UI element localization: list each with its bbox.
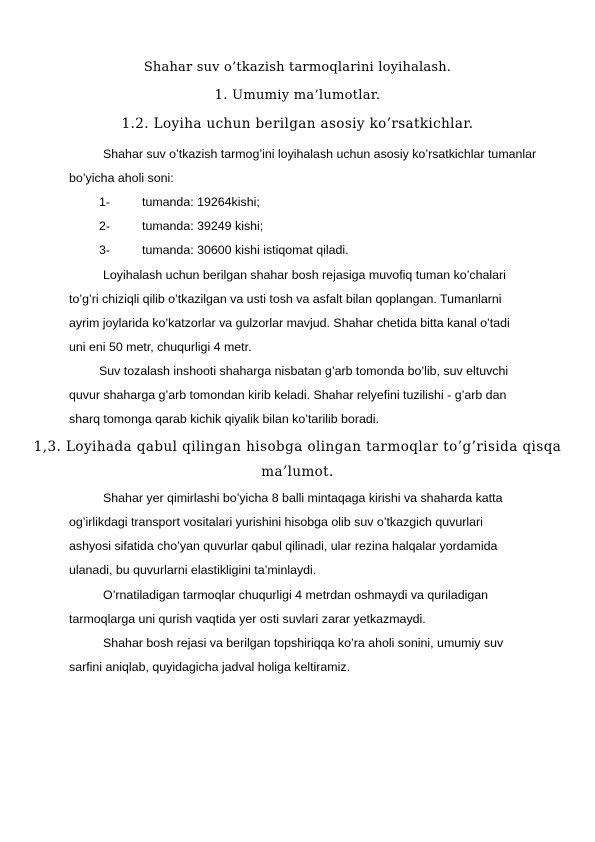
paragraph-4-line-3: ashyosi sifatida cho’yan quvurlar qabul qilinadi, ular rezina halqalar yordamida: [69, 539, 498, 553]
section-heading-networks-cont: ma’lumot.: [261, 464, 334, 480]
paragraph-4-line-4: ulanadi, bu quvurlarni elastikligini ta’minlaydi.: [69, 563, 317, 577]
paragraph-3-line-3: sharq tomonga qarab kichik qiyalik bilan ko’tarilib boradi.: [69, 412, 379, 426]
paragraph-5-line-2: tarmoqlarga uni qurish vaqtida yer osti suvlari zarar yetkazmaydi.: [69, 612, 426, 626]
paragraph-1-line-2: bo’yicha aholi soni:: [69, 171, 174, 185]
paragraph-6-line-1: Shahar bosh rejasi va berilgan topshiriqqa ko’ra aholi sonini, umumiy suv: [103, 636, 504, 650]
list-item-text: tumanda: 30600 kishi istiqomat qiladi.: [142, 243, 349, 257]
list-item-number: 2-: [99, 219, 111, 233]
paragraph-5-line-1: O’rnatiladigan tarmoqlar chuqurligi 4 metrdan oshmaydi va quriladigan: [103, 588, 489, 602]
paragraph-6-line-2: sarfini aniqlab, quyidagicha jadval holiga keltiramiz.: [69, 660, 351, 674]
list-item-text: tumanda: 19264kishi;: [142, 195, 260, 209]
paragraph-2-line-4: uni eni 50 metr, chuqurligi 4 metr.: [69, 340, 252, 354]
paragraph-2-line-2: to’g’ri chiziqli qilib o’tkazilgan va usti tosh va asfalt bilan qoplangan. Tumanlarni: [69, 292, 502, 306]
paragraph-4-line-1: Shahar yer qimirlashi bo’yicha 8 balli mintaqaga kirishi va shaharda katta: [103, 491, 503, 505]
paragraph-2-line-1: Loyihalash uchun berilgan shahar bosh rejasiga muvofiq tuman ko’chalari: [103, 268, 506, 282]
paragraph-1-line-1: Shahar suv o’tkazish tarmog’ini loyihalash uchun asosiy ko’rsatkichlar tumanlar: [103, 147, 537, 161]
section-heading-indicators: 1.2. Loyiha uchun berilgan asosiy ko’rsatkichlar.: [121, 116, 474, 132]
paragraph-2-line-3: ayrim joylarida ko’katzorlar va gulzorlar mavjud. Shahar chetida bitta kanal o’tadi: [69, 316, 510, 330]
document-title: Shahar suv o’tkazish tarmoqlarini loyihalash.: [143, 60, 452, 75]
list-item-number: 3-: [99, 243, 111, 257]
paragraph-3-line-1: Suv tozalash inshooti shaharga nisbatan g’arb tomonda bo’lib, suv eltuvchi: [99, 364, 509, 378]
paragraph-4-line-2: og’irlikdagi transport vositalari yurishini hisobga olib suv o’tkazgich quvurlari: [69, 515, 483, 529]
list-item-number: 1-: [99, 195, 111, 209]
section-heading-general: 1. Umumiy ma’lumotlar.: [214, 88, 381, 103]
section-heading-networks: 1,3. Loyihada qabul qilingan hisobga olingan tarmoqlar to’g’risida qisqa: [33, 439, 562, 455]
paragraph-3-line-2: quvur shaharga g’arb tomondan kirib keladi. Shahar relyefini tuzilishi - g’arb dan: [69, 388, 507, 402]
list-item-text: tumanda: 39249 kishi;: [142, 219, 264, 233]
